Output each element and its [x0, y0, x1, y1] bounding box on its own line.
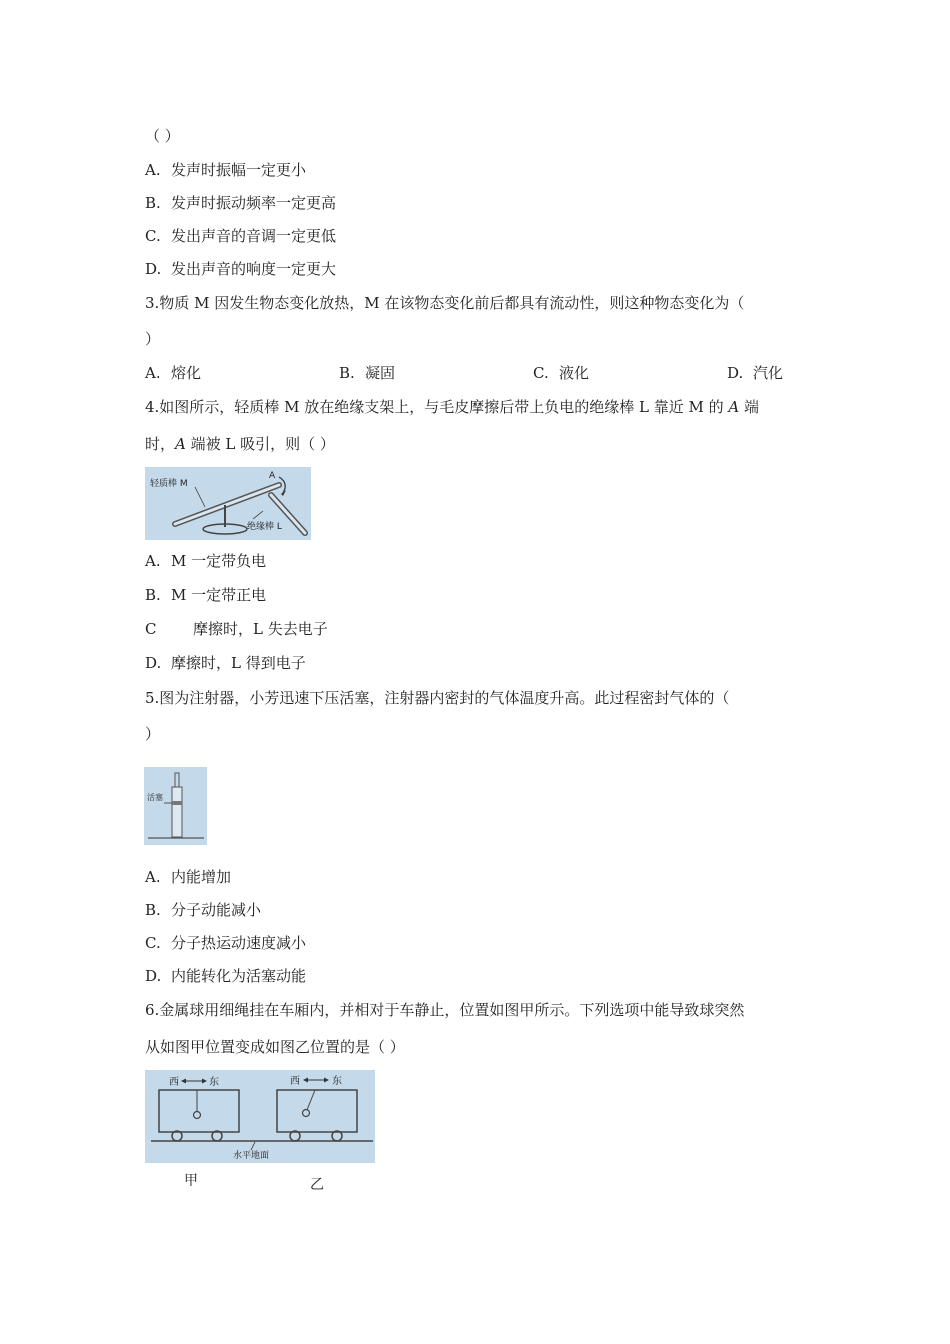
option-text: 凝固 — [365, 364, 396, 382]
option-letter: B. — [145, 586, 161, 604]
q3-option-c — [533, 363, 589, 383]
q4-option-d — [145, 653, 306, 673]
option-text: 发出声音的音调一定更低 — [171, 227, 337, 245]
caption-jia: 甲 — [184, 1173, 198, 1189]
q3-option-d — [727, 363, 783, 383]
label-east: 东 — [332, 1076, 342, 1087]
stem-text: 时， — [145, 435, 176, 453]
q2-answer-paren: （ ） — [145, 127, 180, 145]
q5-option-a — [145, 867, 231, 887]
option-letter: A. — [145, 161, 161, 179]
q4-stem-line2 — [145, 434, 335, 454]
q2-option-c — [145, 226, 336, 246]
ball-jia-shape — [194, 1112, 201, 1119]
label-end-a: A — [269, 471, 276, 481]
option-letter: C. — [533, 364, 549, 382]
q6-stem-line2: 从如图甲位置变成如图乙位置的是（ ） — [145, 1038, 405, 1056]
q5-option-d — [145, 966, 306, 986]
q6-figure-carts — [145, 1070, 375, 1163]
stem-text: 4.如图所示，轻质棒 M 放在绝缘支架上，与毛皮摩擦后带上负电的绝缘棒 L 靠近 M 的 — [145, 398, 729, 416]
q5-stem-end: ） — [145, 725, 161, 743]
option-text: 内能转化为活塞动能 — [171, 967, 307, 985]
option-letter: B. — [145, 901, 161, 919]
option-letter: D. — [145, 654, 162, 672]
stem-italic-a: A — [728, 398, 740, 416]
option-text: M 一定带负电 — [171, 552, 267, 570]
option-text: 发出声音的响度一定更大 — [171, 260, 337, 278]
stem-italic-a: A — [175, 435, 186, 453]
option-letter: D. — [727, 364, 744, 382]
option-letter: D. — [145, 260, 162, 278]
label-rod-l: 绝缘棒 L — [247, 522, 282, 532]
option-letter: B. — [339, 364, 355, 382]
stem-text: 端被 L 吸引，则（ ） — [185, 435, 335, 453]
q3-options — [145, 363, 845, 383]
q2-option-a — [145, 160, 306, 180]
cart-yi-shape — [277, 1090, 357, 1132]
ball-yi-shape — [303, 1110, 310, 1117]
q5-figure-syringe — [144, 767, 207, 845]
option-text: 液化 — [559, 364, 590, 382]
q4-option-b — [145, 585, 266, 605]
option-letter: C. — [145, 934, 161, 952]
option-letter: A. — [145, 868, 161, 886]
q4-stem-line1 — [145, 397, 759, 417]
option-text: 分子动能减小 — [171, 901, 262, 919]
option-text: 熔化 — [171, 364, 202, 382]
label-rod-m: 轻质棒 M — [150, 479, 188, 489]
label-west: 西 — [169, 1077, 179, 1088]
q2-option-d — [145, 259, 336, 279]
label-ground: 水平地面 — [233, 1151, 270, 1161]
option-text: 摩擦时，L 得到电子 — [171, 654, 306, 672]
label-west: 西 — [290, 1076, 300, 1087]
option-letter: A. — [145, 364, 161, 382]
option-text: 分子热运动速度减小 — [171, 934, 307, 952]
q5-option-c — [145, 933, 306, 953]
option-text: 摩擦时，L 失去电子 — [193, 620, 328, 638]
option-text: 发声时振幅一定更小 — [171, 161, 307, 179]
q4-option-a — [145, 551, 266, 571]
cart-jia-shape — [159, 1090, 239, 1132]
label-piston: 活塞 — [147, 793, 163, 802]
option-letter: B. — [145, 194, 161, 212]
q3-stem: 3.物质 M 因发生物态变化放热，M 在该物态变化前后都具有流动性，则这种物态变化为（ — [145, 294, 745, 312]
q6-stem-line1: 6.金属球用细绳挂在车厢内，并相对于车静止，位置如图甲所示。下列选项中能导致球突然 — [145, 1001, 745, 1019]
q3-stem-end: ） — [145, 330, 161, 348]
option-text: 内能增加 — [171, 868, 232, 886]
q3-option-a — [145, 363, 201, 383]
piston-shape — [172, 801, 182, 805]
q5-stem: 5.图为注射器，小芳迅速下压活塞，注射器内密封的气体温度升高。此过程密封气体的（ — [145, 689, 730, 707]
barrel-shape — [172, 787, 182, 837]
stem-text: 端 — [739, 398, 759, 416]
option-text: 汽化 — [753, 364, 784, 382]
q3-option-b — [339, 363, 395, 383]
q5-option-b — [145, 900, 261, 920]
caption-yi: 乙 — [310, 1177, 324, 1193]
option-letter: C — [145, 620, 157, 638]
option-text: M 一定带正电 — [171, 586, 267, 604]
q4-figure-rod — [145, 467, 311, 540]
label-east: 东 — [209, 1077, 219, 1088]
option-text: 发声时振动频率一定更高 — [171, 194, 337, 212]
q4-option-c — [145, 619, 328, 639]
option-letter: D. — [145, 967, 162, 985]
option-letter: A. — [145, 552, 161, 570]
q2-option-b — [145, 193, 336, 213]
option-letter: C. — [145, 227, 161, 245]
